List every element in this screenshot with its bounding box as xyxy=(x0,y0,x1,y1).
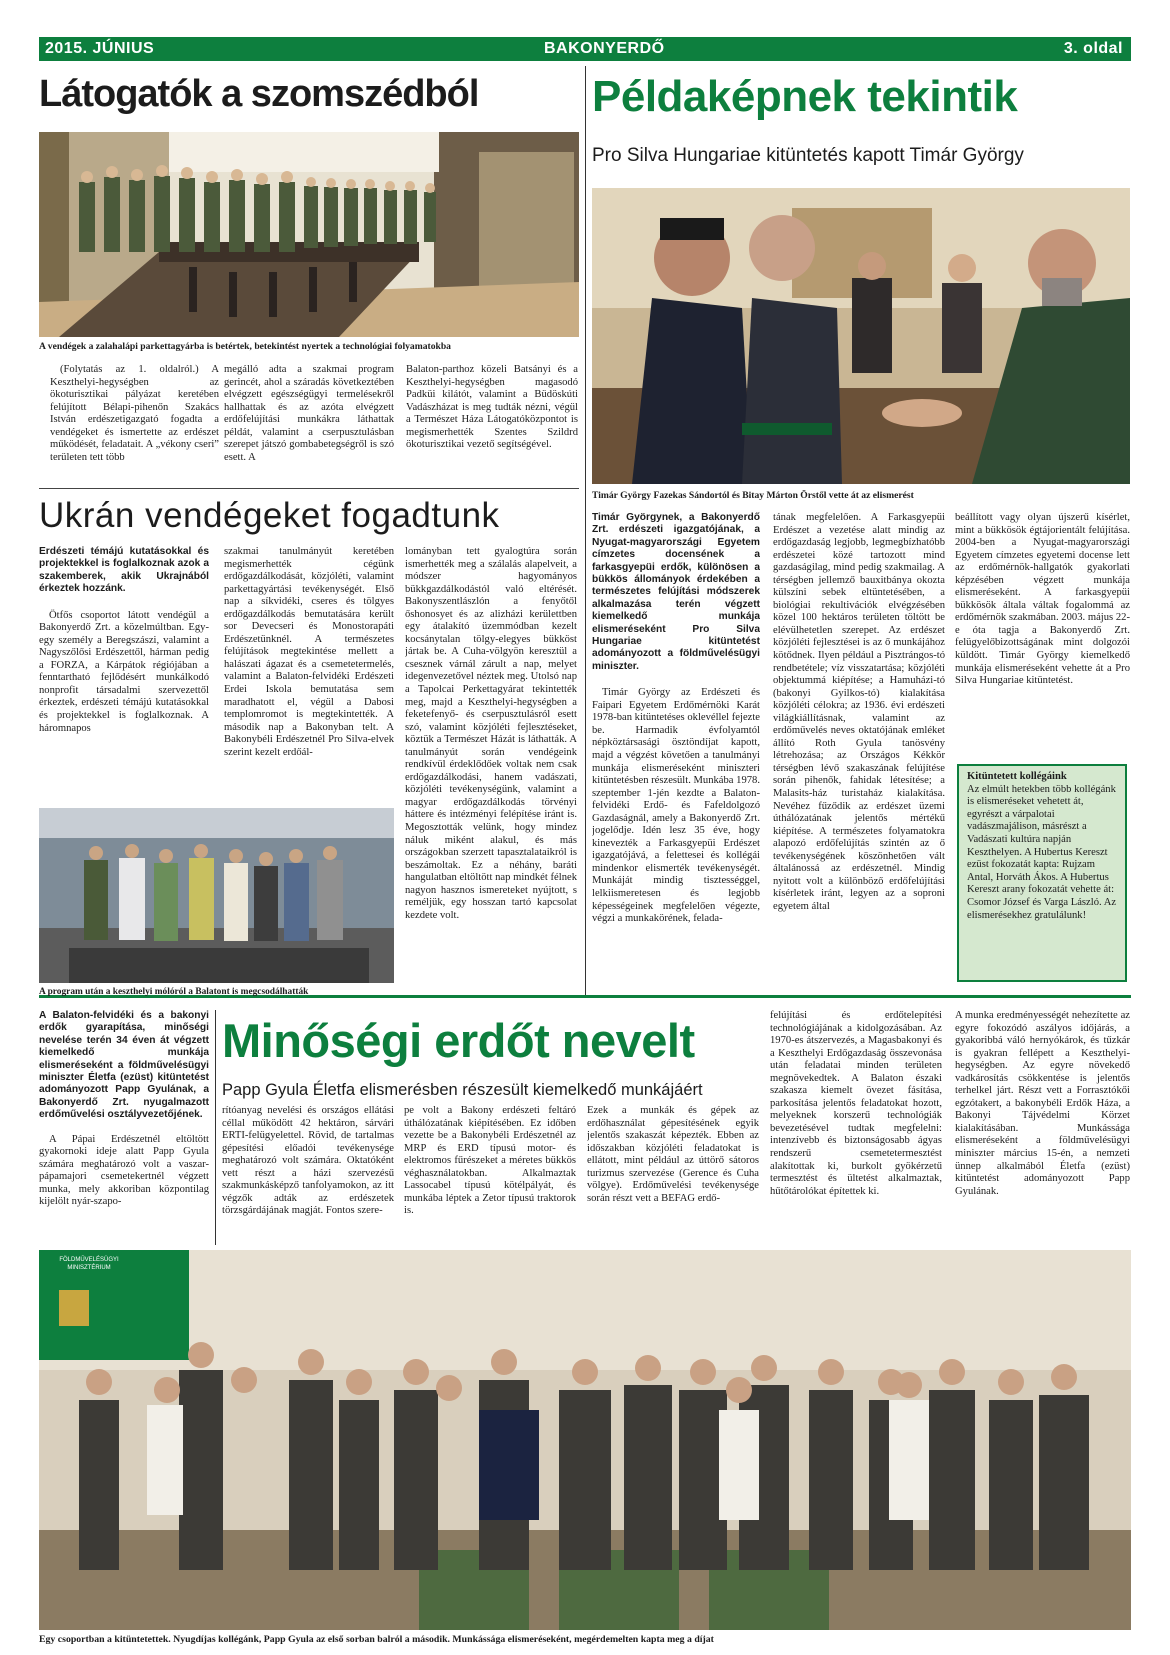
factory-visit-photo xyxy=(39,132,579,337)
article-column xyxy=(39,546,209,806)
article-text: A Pápai Erdészetnél eltöltött gyakornoki ideje alatt Papp Gyula számára meghatározó volt a vaszar-pápamajori csemetekertnél végzett munka, mely akkoriban központilag kijelölt nyár-szapo- xyxy=(39,1133,209,1208)
photo-caption: A vendégek a zalahalápi parkettagyárba is betértek, betekintést nyertek a technológiai folyamatokba xyxy=(39,341,451,352)
article-lead: A Balaton-felvidéki és a bakonyi erdők gyarapítása, minőségi nevelése terén 34 éven át végzett kiemelkedő munkája elismeréseként a földművelésügyi miniszter Életfa (ezüst) kitüntetést adományozott Papp Gyulának, a Bakonyerdő Zrt. nyugalmazott erdőművelési osztályvezetőjének. xyxy=(39,1010,209,1121)
balaton-group-photo xyxy=(39,808,394,983)
article-column xyxy=(592,512,760,992)
article-title: Látogatók a szomszédból xyxy=(39,73,479,115)
column-divider xyxy=(215,1010,216,1245)
issue-date: 2015. JÚNIUS xyxy=(45,40,155,57)
award-ceremony-photo xyxy=(592,188,1130,484)
article-lead: Timár Györgynek, a Bakonyerdő Zrt. erdészeti igazgatójának, a Nyugat-magyarországi Egyetem címzetes docensének a farkasgyepüi erdők, különösen a bükkös állományok érdekében a természetes felújítási módszerek alkalmazása terén végzett kiemelkedő munkája elismeréseként Pro Silva Hungariae kitüntetést adományozott a földművelésügyi miniszter. xyxy=(592,512,760,672)
article-column: beállított vagy olyan újszerű kísérlet, mint a bükkösök égtájorientált felújítása. 2004-ben a Nyugat-magyarországi Egyetem címzetes egyetemi docense lett az erdőmérnök-hallgatók gyakorlati képzésében végzett munkája elismeréseként. A farkasgyepüi bükkösök általa váltak fogalommá az erdőmérnök szakmában. 2003. május 22-e óta tagja a Bakonyerdő Zrt. felügyelőbizottságának mint dolgozói küldött. Timár György kiemelkedő munkája elismeréseként vehette át a Pro Silva Hungariae kitüntetést. xyxy=(955,512,1130,687)
article-text: Ötfős csoportot látott vendégül a Bakonyerdő Zrt. a közelmúltban. Egy-egy személy a Beregszászi, valamint a Nagyszőlősi Erdészettől, hárman pedig a FORZA, a Kárpátok régiójában a fenntartható fejlődésért munkálkodó nonprofit társadalmi szervezettől érkeztek, erdészeti témájú kutatásokkal és projektekkel is foglalkoznak. A háromnapos xyxy=(39,609,209,734)
section-divider xyxy=(39,488,579,489)
awards-info-box xyxy=(957,764,1127,982)
article-column: A munka eredményességét nehezítette az egyre fokozódó aszályos időjárás, a gyakoribbá váló hernyókárok, és tűzkár is gyakran fellépett a Keszthelyi-hegységben. Az egyre növekedő vadkárosítás csökkentése is jelentős terhelkel járt. Részt vett a Forrasztókői egzótakert, a bakonybéli Erdők Háza, a Bakonyi Tájvédelmi Körzet kialakításában. Munkássága elismeréseként a földművelésügyi miniszter március 15-én, a nemzeti ünnep alkalmából Életfa (ezüst) kitüntetést adományozott Papp Gyulának. xyxy=(955,1010,1130,1197)
article-column: Ezek a munkák és gépek az erdőhasználat gépesítésének egyik jelentős szakaszát képezték. Ebben az időszakban közjóléti feladatokat is ellátott, mint például az úttörő sátoros turizmus szervezése (Gerence és Cuha völgye). Erdőművelési tevékenysége során részt vett a BEFAG erdő- xyxy=(587,1105,759,1204)
photo-caption: Egy csoportban a kitüntetettek. Nyugdíjas kollégánk, Papp Gyula az első sorban balról a második. Munkássága elismeréseként, megérdemelten kapta meg a díjat xyxy=(39,1634,714,1645)
article-column: pe volt a Bakony erdészeti feltáró úthálózatának kiépítésében. Ez időben vezette be a Bakonybéli Erdészetnél az MRP és ERD típusú motor- és elektromos fűrészeket a méretes bükkös véghasználatokban. Alkalmaztak Lassocabel típusú kötélpályát, és munkába léptek a Zetor típusú traktorok is. xyxy=(404,1105,576,1217)
article-column: rítóanyag nevelési és országos ellátási céllal működött 42 hektáron, sárvári ERTI-felügyelettel. Rövid, de tartalmas gépesítési előadói tevékenysége meghatározó volt számára. Oktatóként vett részt a házi szervezésű szakmunkásképző tanfolyamokon, az itt végzők adták az erdészetek törzsgárdájának magját. Fontos szere- xyxy=(222,1105,394,1217)
article-lead: Erdészeti témájú kutatásokkal és projektekkel is foglalkoznak azok a szakemberek, akik Ukrajnából érkeztek hozzánk. xyxy=(39,546,209,595)
article-title: Példaképnek tekintik xyxy=(592,72,1018,121)
article-column: szakmai tanulmányút keretében megismerhették cégünk erdőgazdálkodását, közjóléti, valamint parkettagyártási tevékenységét. Első nap a síkvidéki, cseres és tölgyes erdőgazdálkodás bemutatására került sor Devecseri és Monostorapáti Erdészetünknél. A természetes felújítások megtekintése mellett a halászati ágazat és a csemetetermelés, valamint a Balaton-felvidéki Erdészeti Erdei Iskola bemutatása sem maradhatott el, végül a Dabosi templomromot is megtekintették. A második nap a Bakonyban telt. A Bakonybéli Erdészetnél Pro Silva-elvek szerint kezelt erdőál- xyxy=(224,546,394,758)
article-subtitle: Pro Silva Hungariae kitüntetés kapott Timár György xyxy=(592,145,1024,166)
page-number: 3. oldal xyxy=(1063,40,1123,57)
article-column: Balaton-parthoz közeli Batsányi és a Keszthelyi-hegységben magasodó Padküi kilátót, valamint a Büdöskúti Vadászházat is meg tudták nézni, végül a Természet Háza Látogatóközpontot is megismerhették Szentes Szildrd ökoturisztikai vezető segítségével. xyxy=(406,364,578,451)
column-divider xyxy=(585,66,586,996)
article-column: (Folytatás az 1. oldalról.) A Keszthelyi-hegységben az ökoturisztikai pályázat keretében felújított Bélapi-pihenőn Szakács István erdészetigazgató fogadta a vendégeket és ismertette az erdészet működését, feladatait. A „vékony cseri” területen tett több xyxy=(50,364,219,463)
box-text: Az elmúlt hetekben több kollégánk is elismeréseket vehetett át, egyrészt a várpalotai vadászmajálison, másrészt a Vadászati kultúra napján Keszthelyen. A Hubertus Kereszt ezüst fokozatát kapta: Rujzam Antal, Horváth Ákos. A Hubertus Kereszt arany fokozatát vehette át: Csomor József és Varga László. Az elismerésekhez gratulálunk! xyxy=(967,783,1117,921)
photo-caption: A program után a keszthelyi mólóról a Balatont is megcsodálhatták xyxy=(39,987,309,997)
article-column: tának megfelelően. A Farkasgyepüi Erdészet a vezetése alatt mindig az erdőgazdaság legjobb, legmegbízhatóbb erdészetei közé tartozott mind gazdaságilag, mind pedig szakmailag. A térségben jellemző bauxitbánya okozta külszíni sebek eltüntetésében, a biológiai rekultivációk elvégzésében közel 100 hektáros területen töltött be elévülhetetlen szerepet. Az erdészet közjóléti fejlesztései is az ő munkájához kötődnek. Ilyen például a Pisztrángos-tó rendbetétele; víz visszatartása; közjóléti objektummá kiépítése; a Hamuházi-tó (bakonyi Gyilkos-tó) kialakítása közjóléti célokra; az 1936. évi erdészeti világkiállításnak, valamint az erdőművelés neves oktatójának emléket állító Roth Gyula tanösvény létrehozása; az Országos Kékkör térségben lévő szakaszának felújítése során pihenők, fahidak létesítése; a Malasits-ház turistaház kialakítása. Nevéhez fűződik az erdészet üzemi úthálózatának jelentős mértékű kiépítése. A természetes folyamatokra alapozó erdőfelújítás szintén az ő tevékenységének köszönhetően vált általánossá az erdészetnél. Mindig nyitott volt a különböző erdőfelújítási kísérletek iránt, legyen az a soproni egyetem által xyxy=(773,512,945,912)
box-title: Kitüntetett kollégáink xyxy=(967,771,1067,782)
photo-caption: Timár György Fazekas Sándortól és Bitay Márton Örstől vette át az elismerést xyxy=(592,490,914,501)
article-column xyxy=(39,1010,209,1250)
paper-name: BAKONYERDŐ xyxy=(544,40,665,57)
article-title: Minőségi erdőt nevelt xyxy=(222,1014,695,1067)
article-column: megálló adta a szakmai program gerincét, ahol a száradás következtében elvégzett egészségügyi termelésekről hallhattak és az azóta elvégzett erdőfelújítási munkákra láthattak példát, valamint a cserpusztulásban szerepet játszó gombabetegségről is szó esett. A xyxy=(224,364,394,463)
article-column: lományban tett gyalogtúra során ismerhették meg a szálalás alapelveit, a módszer hagyományos bükkgazdálkodástól való eltérését. Bakonyszentlászlón a fenyőtől őshonosyet és az alizházi kerülettben egy átalakító üzemmódban kezelt kocsánytalan tölgy-elegyes bükköst jártak be. A Cuha-völgyön keresztül a csesznek várnál zárult a nap, melyet idegenvezetővel néztek meg. Utolsó nap a Tapolcai Perkettagyárat tekintették meg, majd a Keszthelyi-hegységben a feketefenyő- és cserpusztulásról esett szó, valamint közjóléti fejlesztéseket, köztük a Természet Házát is láthatták. A tanulmányút során vendégeink rendkívül érdeklődőek voltak nem csak erdőgazdálkodási, hanem vadászati, közjóléti tevékenységünk, valamint a magyar erdőgazdálkodás törvényi háttere és intézményi felépítése iránt is. Megosztották velünk, hogy mindez náluk miként alakul, és más országokban szerzett tapasztalataikról is beszámoltak. Ez a néhány, baráti hangulatban eltöltött nap mindkét félnek nagyon hasznos ismereteket nyújtott, s reméljük, egy hosszan tartó kapcsolat kezdete volt. xyxy=(405,546,577,921)
page-header xyxy=(39,37,1131,61)
article-title: Ukrán vendégeket fogadtunk xyxy=(39,496,500,535)
article-text: Timár György az Erdészeti és Faipari Egyetem Erdőmérnöki Karát 1978-ban kitüntetéses oklevéllel fejezte be. Harmadik évfolyamtól népköztársasági ösztöndíjat kapott, majd a végzést követően a tanulmányi munkája elismeréseként miniszteri kitüntetésben részesült. Munkába 1978. szeptember 1-jén kezdte a Balaton-felvidéki Erdő- és Fafeldolgozó Gazdaságnál, amely a Bakonyerdő Zrt. jogelődje. Idén lesz 35 éve, hogy kinevezték a Farkasgyepüi Erdészet igazgatójává, a felettesei és kollégái mindenkor elismerték tevékenységét. Munkáját mindig tisztességgel, lelkiismeretesen és legjobb képességeinek megfelelően végezte, végzi a munkakörének, felada- xyxy=(592,687,760,925)
awardees-group-photo xyxy=(39,1250,1131,1630)
article-subtitle: Papp Gyula Életfa elismerésben részesült kiemelkedő munkájáért xyxy=(222,1081,703,1099)
ministry-banner-text: FÖLDMŰVELÉSÜGYI MINISZTÉRIUM xyxy=(59,1257,119,1271)
article-column: felújítási és erdőtelepítési technológiájának a kidolgozásában. Az 1970-es átszervezés, a Magasbakonyi és a Keszthelyi Erdőgazdaság összevonása után feladatai minden területen megnövekedtek. A Balaton északi szakasza kiemelt övezet fásítása, parkosítása jelentős feladatokat hozott, melyeknek korszerű technológiák bevezetésével tudtak megfelelni: intenzívebb és biztonságosabb ágyas rendszerű csemetetermesztést alakítottak ki, burkolt gyökérzetű termesztést és ültetést alkalmaztak, hűtőtárolókat építettek ki. xyxy=(770,1010,942,1197)
